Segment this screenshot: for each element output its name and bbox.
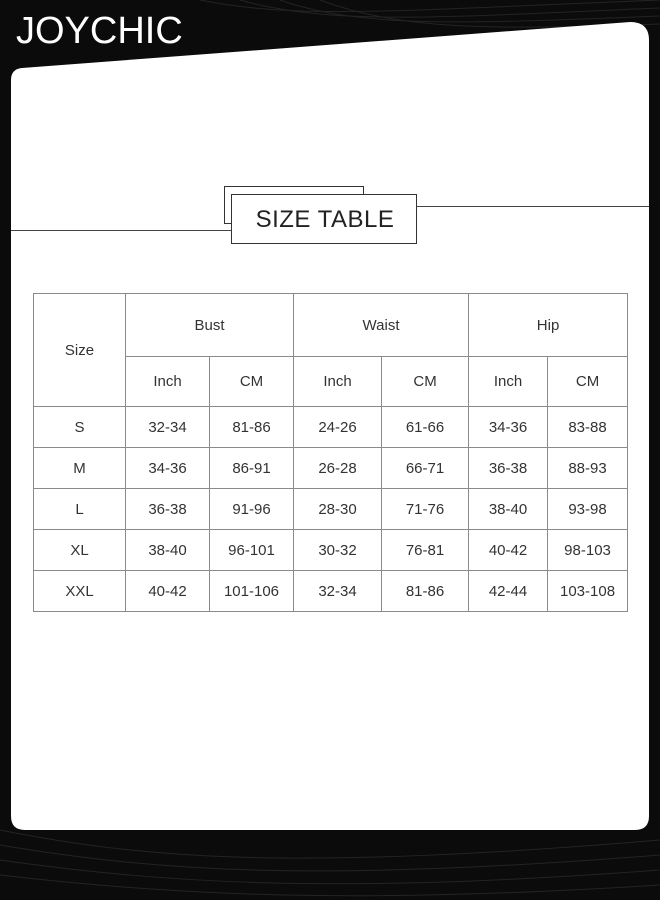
table-cell: 81-86 bbox=[210, 407, 294, 448]
table-cell: 34-36 bbox=[126, 448, 210, 489]
table-cell: 40-42 bbox=[469, 530, 548, 571]
unit-hip-cm: CM bbox=[548, 357, 628, 407]
table-row bbox=[34, 489, 628, 530]
unit-waist-cm: CM bbox=[382, 357, 469, 407]
table-cell: 86-91 bbox=[210, 448, 294, 489]
size-label: XXL bbox=[34, 571, 126, 612]
size-label: S bbox=[34, 407, 126, 448]
table-cell: 83-88 bbox=[548, 407, 628, 448]
table-header-group-row bbox=[34, 294, 628, 357]
table-cell: 26-28 bbox=[294, 448, 382, 489]
table-cell: 32-34 bbox=[294, 571, 382, 612]
table-cell: 66-71 bbox=[382, 448, 469, 489]
table-row bbox=[34, 448, 628, 489]
unit-waist-inch: Inch bbox=[294, 357, 382, 407]
table-row bbox=[34, 407, 628, 448]
unit-hip-inch: Inch bbox=[469, 357, 548, 407]
table-cell: 32-34 bbox=[126, 407, 210, 448]
header-size: Size bbox=[34, 294, 126, 407]
size-table bbox=[33, 293, 628, 612]
brand-logo: JOYCHIC bbox=[16, 10, 183, 52]
page-title: SIZE TABLE bbox=[255, 206, 395, 233]
size-label: M bbox=[34, 448, 126, 489]
table-cell: 61-66 bbox=[382, 407, 469, 448]
table-cell: 42-44 bbox=[469, 571, 548, 612]
table-cell: 38-40 bbox=[469, 489, 548, 530]
header-hip: Hip bbox=[469, 294, 628, 357]
unit-bust-cm: CM bbox=[210, 357, 294, 407]
table-cell: 91-96 bbox=[210, 489, 294, 530]
table-cell: 88-93 bbox=[548, 448, 628, 489]
size-label: L bbox=[34, 489, 126, 530]
table-cell: 101-106 bbox=[210, 571, 294, 612]
table-cell: 40-42 bbox=[126, 571, 210, 612]
header-waist: Waist bbox=[294, 294, 469, 357]
title-divider-left bbox=[11, 230, 233, 231]
table-cell: 24-26 bbox=[294, 407, 382, 448]
table-cell: 76-81 bbox=[382, 530, 469, 571]
table-cell: 93-98 bbox=[548, 489, 628, 530]
table-cell: 34-36 bbox=[469, 407, 548, 448]
unit-bust-inch: Inch bbox=[126, 357, 210, 407]
table-row bbox=[34, 530, 628, 571]
title-divider-right bbox=[416, 206, 649, 207]
table-row bbox=[34, 571, 628, 612]
table-cell: 38-40 bbox=[126, 530, 210, 571]
table-cell: 81-86 bbox=[382, 571, 469, 612]
table-cell: 98-103 bbox=[548, 530, 628, 571]
table-cell: 103-108 bbox=[548, 571, 628, 612]
table-cell: 96-101 bbox=[210, 530, 294, 571]
table-cell: 36-38 bbox=[469, 448, 548, 489]
header-bust: Bust bbox=[126, 294, 294, 357]
table-cell: 30-32 bbox=[294, 530, 382, 571]
table-cell: 36-38 bbox=[126, 489, 210, 530]
table-cell: 71-76 bbox=[382, 489, 469, 530]
size-label: XL bbox=[34, 530, 126, 571]
table-cell: 28-30 bbox=[294, 489, 382, 530]
